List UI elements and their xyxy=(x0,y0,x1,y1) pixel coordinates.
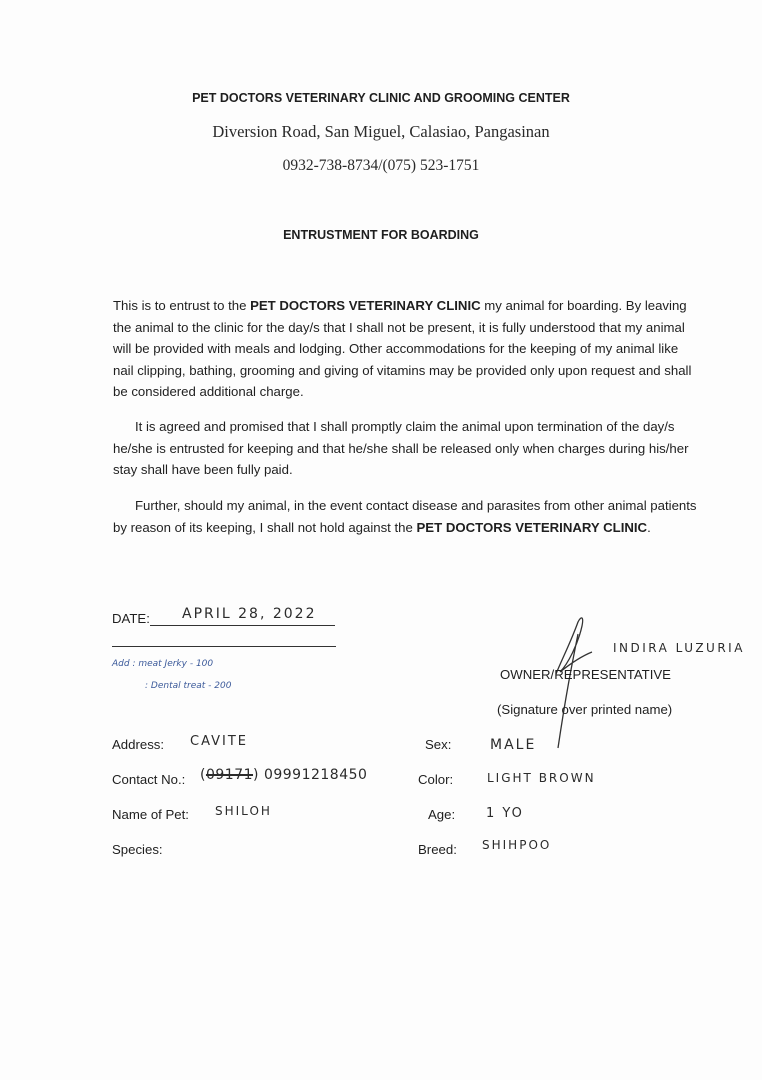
contact-number: 09991218450 xyxy=(263,767,368,783)
color-label: Color: xyxy=(418,772,454,787)
date-second-line xyxy=(112,646,336,647)
owner-printed-name: INDIRA LUZURIA xyxy=(613,641,745,655)
p3-text-post: . xyxy=(647,519,651,535)
age-label: Age: xyxy=(428,807,456,822)
owner-sublabel: (Signature over printed name) xyxy=(497,702,673,717)
address-value: CAVITE xyxy=(190,734,249,749)
clinic-address: Diversion Road, San Miguel, Calasiao, Pangasinan xyxy=(212,122,550,141)
sex-value: MALE xyxy=(490,737,537,753)
note-line-2: : Dental treat - 200 xyxy=(145,681,232,691)
contact-value-block: (09171) 09991218450 xyxy=(200,767,368,783)
p1-clinic-name: PET DOCTORS VETERINARY CLINIC xyxy=(250,298,481,313)
date-value: APRIL 28, 2022 xyxy=(182,606,317,622)
breed-label: Breed: xyxy=(418,842,457,857)
p1-text-pre: This is to entrust to the xyxy=(113,298,251,313)
note-line-1: Add : meat Jerky - 100 xyxy=(112,659,214,669)
species-label: Species: xyxy=(112,842,163,857)
contact-struck-number: 09171 xyxy=(205,767,254,783)
sex-label: Sex: xyxy=(425,737,452,752)
signature-mark xyxy=(548,614,608,754)
address-label: Address: xyxy=(112,737,165,752)
p1-text-post: my animal for boarding. By leaving the animal to the clinic for the day/s that I shall not be present, it is fully understood that my animal will be provided with meals and lodging. Other accommodations for the keeping of my animal like nail clipping, bathing, grooming and giving of vitamins may be provided only upon request and shall be considered additional charge. xyxy=(113,298,692,400)
document-title: ENTRUSTMENT FOR BOARDING xyxy=(283,228,479,242)
paragraph-claim: It is agreed and promised that I shall promptly claim the animal upon termination of the day/s he/she is entrusted for keeping and that he/she shall be released only when charges during his/her stay shall have been fully paid. xyxy=(113,419,689,478)
color-value: LIGHT BROWN xyxy=(487,771,596,785)
paragraph-entrust xyxy=(113,295,698,403)
clinic-phone: 0932-738-8734/(075) 523-1751 xyxy=(282,157,480,174)
contact-label: Contact No.: xyxy=(112,772,186,787)
age-value: 1 YO xyxy=(486,806,524,821)
pet-name-value: SHILOH xyxy=(215,804,272,818)
breed-value: SHIHPOO xyxy=(482,838,552,852)
date-underline xyxy=(150,625,335,626)
clinic-name: PET DOCTORS VETERINARY CLINIC AND GROOMING CENTER xyxy=(192,91,570,105)
pet-name-label: Name of Pet: xyxy=(112,807,189,822)
owner-label: OWNER/REPRESENTATIVE xyxy=(500,667,671,682)
p3-clinic-name: PET DOCTORS VETERINARY CLINIC xyxy=(416,519,648,535)
p3-text-pre: Further, should my animal, in the event contact disease and parasites from other animal patients by reason of its keeping, I shall not hold against the xyxy=(113,498,697,535)
paragraph-liability xyxy=(113,495,698,538)
date-label: DATE: xyxy=(112,611,150,626)
